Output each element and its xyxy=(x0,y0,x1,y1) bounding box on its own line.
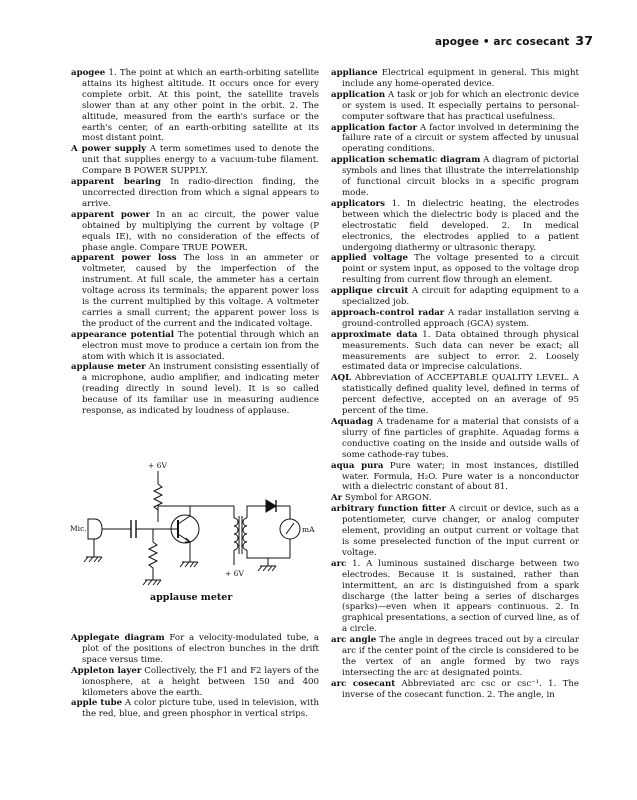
dictionary-entry xyxy=(331,461,579,494)
entry-definition: 1. In dielectric heating, the electrodes between which the dielectric body is placed and the electrostatic field developed. 2. In medical electronics, the electrodes applied to a patient undergoing diathermy or ultrasonic therapy. xyxy=(342,198,579,253)
dictionary-entry xyxy=(71,633,319,666)
base-resistor xyxy=(149,542,157,568)
vcc-bottom-label: + 6V xyxy=(225,569,244,578)
microphone-symbol xyxy=(88,519,102,539)
dictionary-entry xyxy=(331,155,579,199)
entry-term: arc xyxy=(331,558,347,569)
running-header xyxy=(435,33,593,48)
entry-term: application factor xyxy=(331,122,418,133)
entry-term: arbitrary function fitter xyxy=(331,504,447,515)
entry-definition: A term sometimes used to denote the unit that supplies energy to a vacuum-tube filament. Compare B POWER SUPPLY. xyxy=(82,144,320,177)
dictionary-entry xyxy=(331,199,579,254)
dictionary-entry xyxy=(331,679,579,701)
entry-definition: The potential through which an electron must move to produce a certain ion from the atom with which it is associated. xyxy=(82,329,319,362)
entry-term: Appleton layer xyxy=(71,665,142,676)
entry-definition: A radar installation serving a ground-controlled approach (GCA) system. xyxy=(342,307,579,329)
entry-definition: 1. A luminous sustained discharge between two electrodes. Because it is sustained, rather than intermittent, an arc is distinguished from a spark discharge (the latter being a series of discharges (sparks)—even when it appears continuous. 2. In graphical presentations, a section of curved line, as of a circle. xyxy=(342,558,579,635)
dictionary-entry xyxy=(331,504,579,559)
entry-term: appearance potential xyxy=(71,329,175,340)
entry-definition: Abbreviation of ACCEPTABLE QUALITY LEVEL. A statistically defined quality level, defined in terms of percent defective, accepted on an average of 95 percent of the time. xyxy=(342,373,579,417)
dictionary-entry xyxy=(331,417,579,461)
entry-definition: 1. The point at which an earth-orbiting satellite attains its highest altitude. It occurs once for every complete orbit. At this point, the satellite travels slower than at any other point in the orbit. 2. The altitude, measured from the earth's surface or the earth's center, of an earth-orbiting satellite at its most distant point. xyxy=(82,68,319,144)
mic-label: Mic. xyxy=(70,524,87,533)
entry-term: applause meter xyxy=(71,362,146,373)
figure-caption: applause meter xyxy=(150,592,233,603)
entry-term: Applegate diagram xyxy=(71,633,165,643)
entry-term: apparent power xyxy=(71,209,151,220)
dictionary-entry xyxy=(331,373,579,417)
entry-definition: The loss in an ammeter or voltmeter, caused by the imperfection of the instrument. At full scale, the ammeter has a certain voltage across its terminals; the apparent power loss is the current multiplied by this voltage. A voltmeter carries a small current; the apparent power loss is the product of the current and the indicated voltage. xyxy=(82,253,319,329)
dictionary-entry xyxy=(331,330,579,374)
entry-definition: Electrical equipment in general. This might include any home-operated device. xyxy=(342,68,579,89)
entry-term: apple tube xyxy=(71,698,123,709)
transformer-primary xyxy=(234,518,238,550)
entry-term: apogee xyxy=(71,68,106,78)
page-number: 37 xyxy=(575,33,593,48)
dictionary-entry xyxy=(71,698,319,720)
dictionary-entry xyxy=(331,90,579,123)
vcc-top-label: + 6V xyxy=(148,462,167,470)
dictionary-entry xyxy=(71,177,319,210)
entry-definition: 1. Data obtained through physical measurements. Such data can never be exact; all measurements are subject to error. 2. Loosely estimated data or imprecise calculations. xyxy=(342,329,579,373)
entry-definition: A circuit for adapting equipment to a specialized job. xyxy=(342,286,580,308)
meter-label: mA xyxy=(302,525,315,534)
dictionary-entry xyxy=(71,68,319,144)
dictionary-entry xyxy=(331,635,579,679)
entry-definition: The voltage presented to a circuit point or system input, as opposed to the voltage drop resulting from current flow through an element. xyxy=(342,253,579,286)
dictionary-entry xyxy=(331,559,579,635)
transformer-secondary xyxy=(243,518,247,550)
dictionary-entry xyxy=(71,666,319,699)
entry-term: Aquadag xyxy=(331,417,374,427)
entry-definition: An instrument consisting essentially of a microphone, audio amplifier, and indicating meter (reading directly in sound level). It is so called because of its familiar use in measuring audience response, as indicated by loudness of applause. xyxy=(82,362,319,417)
entry-term: AQL xyxy=(331,373,352,384)
entry-term: apparent bearing xyxy=(71,177,161,188)
entry-term: Ar xyxy=(331,493,343,504)
entry-definition: A diagram of pictorial symbols and lines that illustrate the interrelationship of functional circuit blocks in a specific program mode. xyxy=(342,155,579,198)
diode-symbol xyxy=(266,500,276,512)
entry-term: apparent power loss xyxy=(71,253,177,264)
dictionary-entry xyxy=(331,286,579,308)
entry-term: application schematic diagram xyxy=(331,155,481,166)
entry-term: arc angle xyxy=(331,635,377,646)
entry-term: A power supply xyxy=(71,144,147,155)
entry-term: arc cosecant xyxy=(331,678,396,689)
entry-term: applique circuit xyxy=(331,286,409,297)
running-title: apogee • arc cosecant xyxy=(434,36,570,48)
dictionary-entry xyxy=(71,210,319,254)
dictionary-entry xyxy=(71,144,319,177)
entry-definition: The angle in degrees traced out by a circular arc if the center point of the circle is considered to be the vertex of an angle formed by two rays intersecting the arc at designated points. xyxy=(342,635,579,678)
entry-definition: Pure water; in most instances, distilled water. Formula, H₂O. Pure water is a nonconductor with a dielectric constant of about 81. xyxy=(342,460,579,493)
left-column-lower xyxy=(71,633,319,720)
entry-term: appliance xyxy=(331,68,378,78)
entry-term: applied voltage xyxy=(331,253,409,264)
entry-term: approach-control radar xyxy=(331,307,445,318)
entry-definition: Abbreviated arc csc or csc⁻¹. 1. The inverse of the cosecant function. 2. The angle, in xyxy=(342,678,579,700)
entry-definition: A factor involved in determining the failure rate of a circuit or system affected by unusual operating conditions. xyxy=(342,122,579,155)
dictionary-entry xyxy=(71,330,319,363)
entry-term: application xyxy=(331,89,386,100)
dictionary-entry xyxy=(331,253,579,286)
entry-definition: In radio-direction finding, the uncorrected direction from which a signal appears to arrive. xyxy=(82,177,319,209)
entry-definition: In an ac circuit, the power value obtained by multiplying the current by voltage (P equals IE), with no consideration of the effects of phase angle. Compare TRUE POWER. xyxy=(82,209,319,253)
entry-term: applicators xyxy=(331,198,385,209)
entry-definition: A tradename for a material that consists of a slurry of fine particles of graphite. Aquadag forms a conductive coating on the inside and outside walls of some cathode-ray tubes. xyxy=(342,417,579,460)
entry-definition: Collectively, the F1 and F2 layers of the ionosphere, at a height between 150 and 400 kilometers above the earth. xyxy=(82,665,319,698)
applause-meter-circuit xyxy=(68,462,326,612)
entry-definition: Symbol for ARGON. xyxy=(342,493,432,504)
dictionary-entry xyxy=(71,253,319,329)
dictionary-entry xyxy=(331,68,579,90)
right-column xyxy=(331,68,579,701)
dictionary-entry xyxy=(71,362,319,417)
dictionary-entry xyxy=(331,123,579,156)
entry-term: approximate data xyxy=(331,329,418,340)
left-column xyxy=(71,68,319,417)
entry-term: aqua pura xyxy=(331,460,384,471)
entry-definition: A color picture tube, used in television, with the red, blue, and green phosphor in vertical strips. xyxy=(82,698,319,720)
entry-definition: For a velocity-modulated tube, a plot of the positions of electron bunches in the drift space versus time. xyxy=(82,633,319,665)
entry-definition: A task or job for which an electronic device or system is used. It especially pertains to personal-computer software that has practical usefulness. xyxy=(342,89,579,122)
dictionary-entry xyxy=(331,493,579,504)
dictionary-entry xyxy=(331,308,579,330)
entry-definition: A circuit or device, such as a potentiometer, curve changer, or analog computer element, providing an output current or voltage that is some preselected function of the input current or voltage. xyxy=(342,504,579,558)
